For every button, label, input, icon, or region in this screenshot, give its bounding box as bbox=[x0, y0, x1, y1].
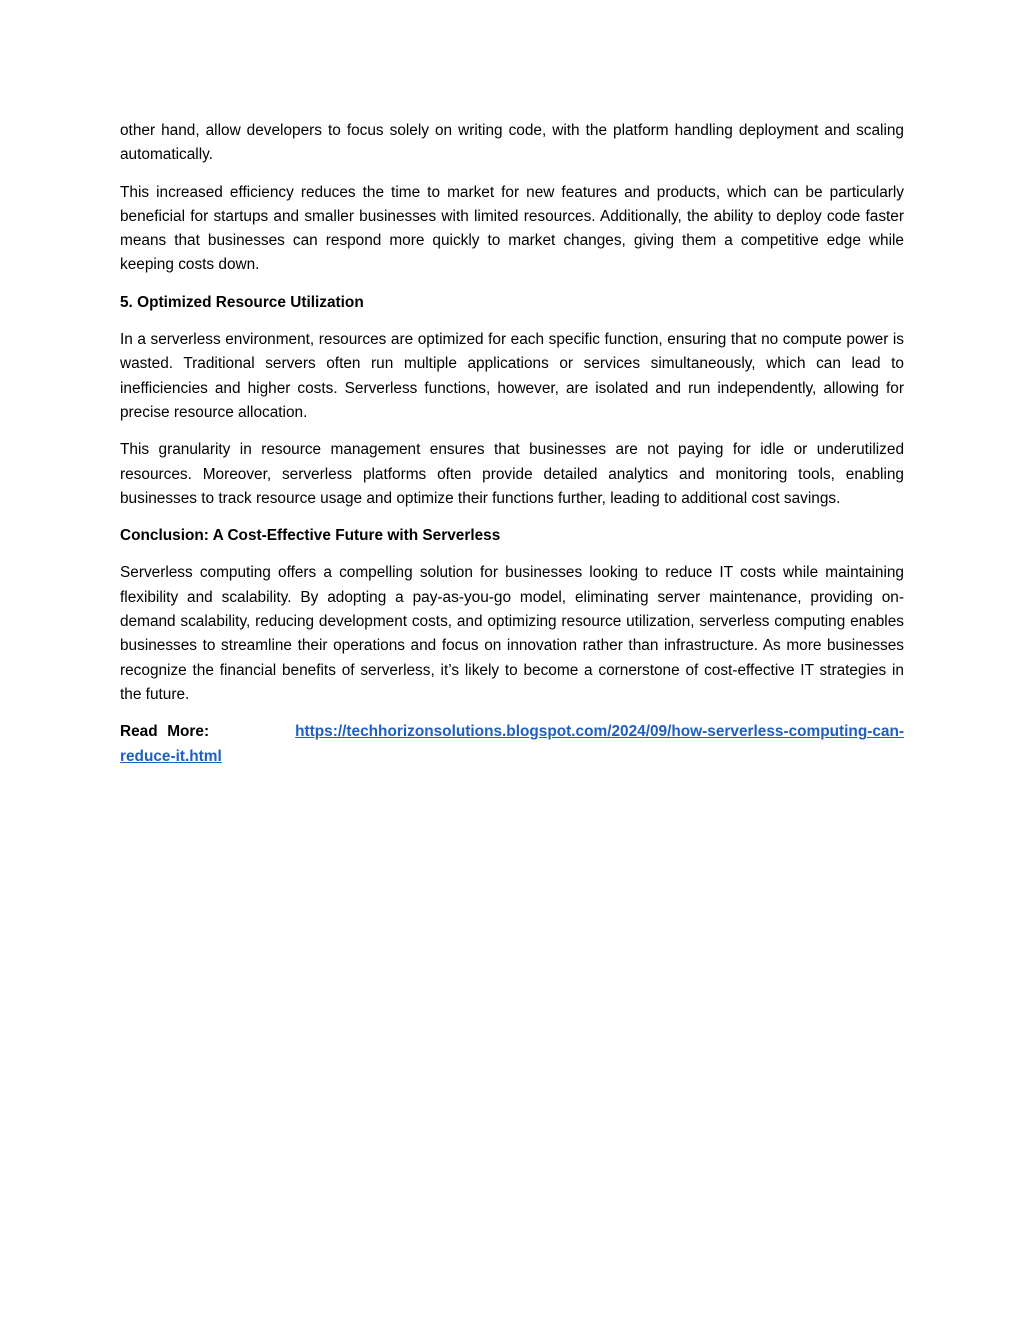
read-more-label: Read More: bbox=[120, 723, 210, 741]
paragraph-efficiency: This increased efficiency reduces the time to market for new features and products, which can be particularly beneficial for startups and smaller businesses with limited resources. Additionally, the ability to deploy code faster means that businesses can respond more quickly to market changes, giving them a competitive edge while keeping costs down. bbox=[120, 183, 904, 274]
paragraph-resource-optimization: In a serverless environment, resources are optimized for each specific function, ensuring that no compute power is wasted. Traditional servers often run multiple applications or services simultaneously, which can lead to inefficiencies and higher costs. Serverless functions, however, are isolated and run independently, allowing for precise resource allocation. bbox=[120, 331, 904, 421]
read-more-line bbox=[120, 720, 904, 769]
paragraph-conclusion: Serverless computing offers a compelling solution for businesses looking to reduce IT costs while maintaining flexibility and scalability. By adopting a pay-as-you-go model, eliminating server maintenance, providing on-demand scalability, reducing development costs, and optimizing resource utilization, serverless computing enables businesses to streamline their operations and focus on innovation rather than infrastructure. As more businesses recognize the financial benefits of serverless, it’s likely to become a cornerstone of cost-effective IT strategies in the future. bbox=[120, 564, 904, 703]
section-heading-optimized-resource: 5. Optimized Resource Utilization bbox=[120, 293, 364, 311]
paragraph-intro-continuation: other hand, allow developers to focus solely on writing code, with the platform handling deployment and scaling automatically. bbox=[120, 122, 904, 164]
section-heading-conclusion: Conclusion: A Cost-Effective Future with Serverless bbox=[120, 527, 501, 545]
document-page bbox=[120, 119, 904, 769]
paragraph-granularity: This granularity in resource management ensures that businesses are not paying for idle or underutilized resources. Moreover, serverless platforms often provide detailed analytics and monitoring tools, enabling businesses to track resource usage and optimize their functions further, leading to additional cost savings. bbox=[120, 441, 904, 507]
read-more-link[interactable]: https://techhorizonsolutions.blogspot.com/2024/09/how-serverless-computing-can-reduce-it.html bbox=[120, 723, 904, 765]
